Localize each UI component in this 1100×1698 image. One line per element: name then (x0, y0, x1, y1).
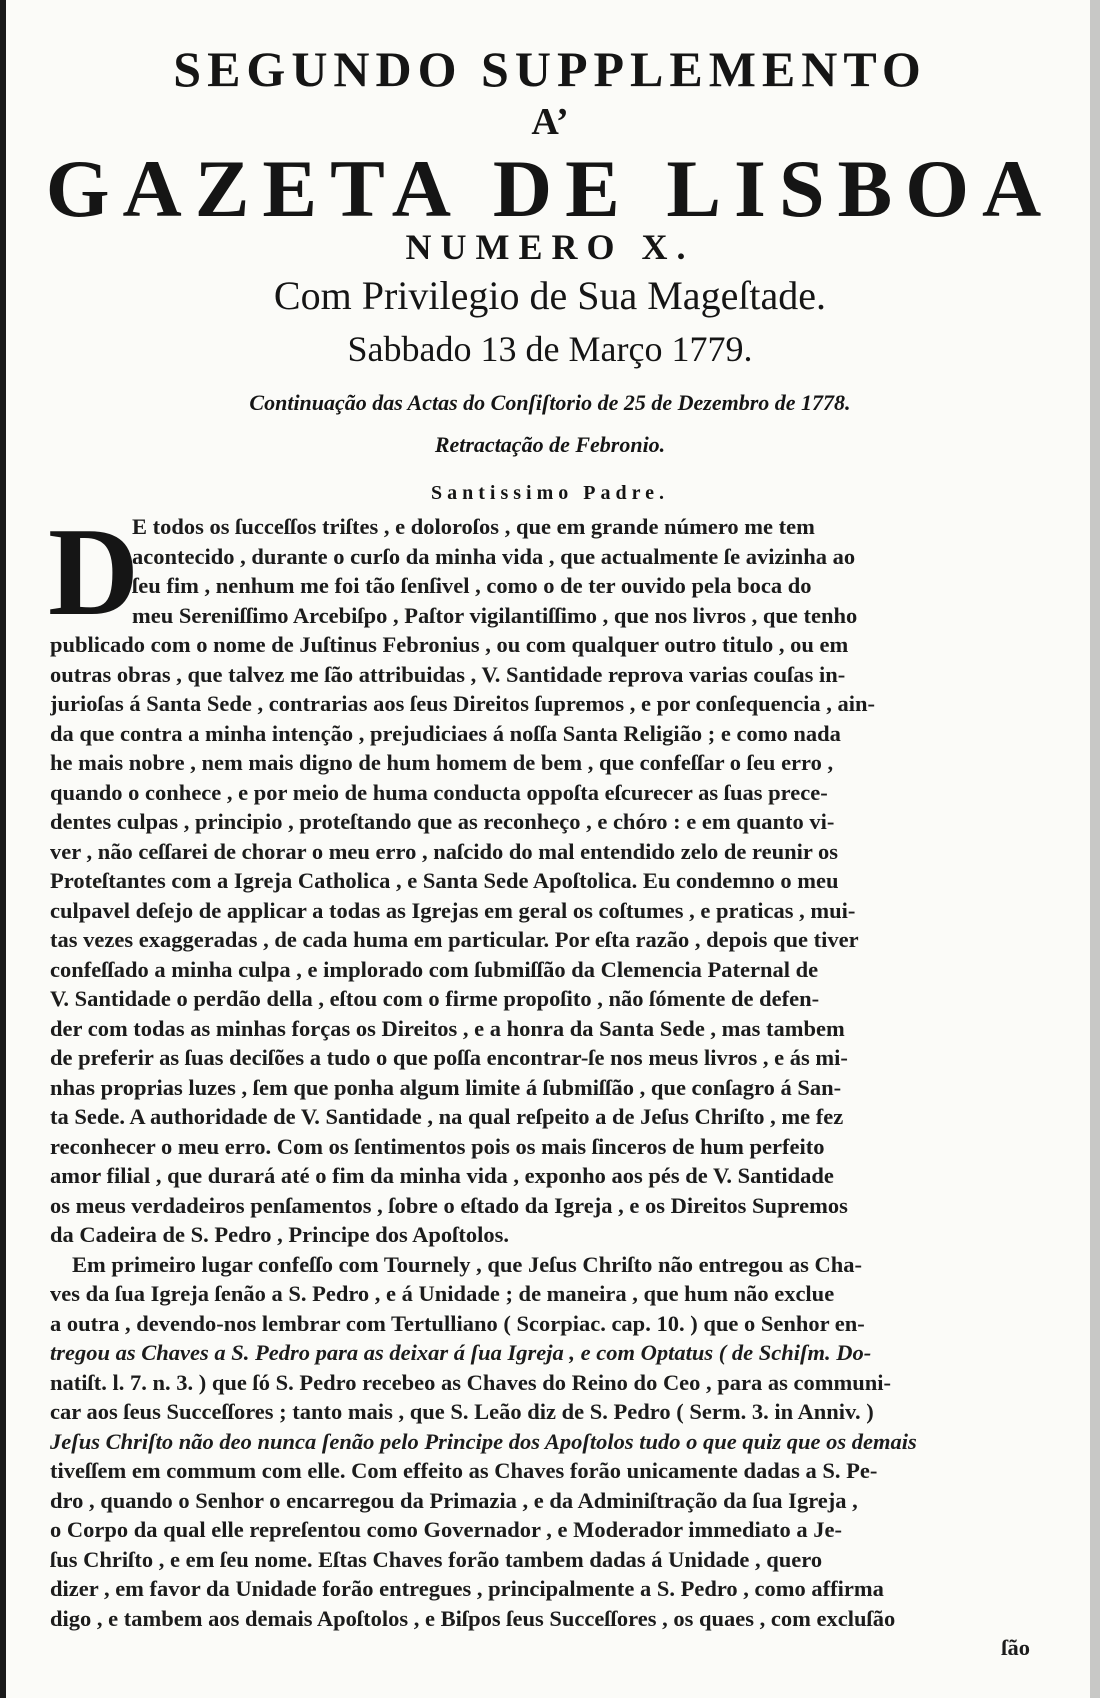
body-line: da que contra a minha intenção , prejudiciaes á noſſa Santa Religião ; e como nada (50, 720, 841, 746)
drop-cap: D (48, 503, 139, 642)
body-line: da Cadeira de S. Pedro , Principe dos Apoſtolos. (50, 1222, 509, 1247)
body-line: quando o conhece , e por meio de huma conducta oppoſta eſcurecer as ſuas prece- (50, 779, 828, 805)
body-line: V. Santidade o perdão della , eſtou com o firme propoſito , não ſómente de defen- (50, 986, 820, 1011)
body-line: dizer , em favor da Unidade forão entregues , principalmente a S. Pedro , como affirma (50, 1576, 884, 1601)
body-line: ta Sede. A authoridade de V. Santidade , na qual reſpeito a de Jeſus Chriſto , me fez (50, 1104, 844, 1129)
body-line: a outra , devendo-nos lembrar com Tertulliano ( Scorpiac. cap. 10. ) que o Senhor en- (50, 1310, 865, 1336)
article-body (48, 503, 1030, 1663)
body-line: outras obras , que talvez me ſão attribuidas , V. Santidade reprova varias couſas in- (50, 661, 846, 687)
body-line: culpavel deſejo de applicar a todas as Igrejas em geral os coſtumes , e praticas , mui- (50, 897, 856, 923)
issue-date: Sabbado 13 de Março 1779. (347, 329, 753, 369)
body-line: tas vezes exaggeradas , de cada huma em particular. Por eſta razão , depois que tiver (50, 927, 859, 952)
body-line: dentes culpas , principio , proteſtando que as reconheço , e chóro : e em quanto vi- (50, 809, 835, 834)
body-line: reconhecer o meu erro. Com os ſentimentos pois os mais ſinceros de hum perfeito (50, 1133, 825, 1159)
body-line: ver , não ceſſarei de chorar o meu erro , naſcido do mal entendido zelo de reunir os (50, 838, 839, 864)
body-line: amor filial , que durará até o fim da minha vida , exponho aos pés de V. Santidade (50, 1163, 834, 1188)
issue-number: NUMERO X. (405, 227, 695, 267)
masthead-title: GAZETA DE LISBOA (45, 143, 1055, 234)
body-line: tiveſſem em commum com elle. Com effeito as Chaves forão unicamente dadas a S. Pe- (50, 1458, 878, 1483)
body-line: ſus Chriſto , e em ſeu nome. Eſtas Chaves forão tambem dadas á Unidade , quero (50, 1546, 823, 1572)
body-line: publicado com o nome de Juſtinus Febronius , ou com qualquer outro titulo , ou em (50, 632, 849, 657)
body-line: os meus verdadeiros penſamentos , ſobre o eſtado da Igreja , e os Direitos Supremos (50, 1192, 848, 1218)
catchword: ſão (1001, 1635, 1030, 1660)
salutation: Santissimo Padre. (431, 482, 669, 504)
body-line: ſeu fim , nenhum me foi tão ſenſivel , como o de ter ouvido pela boca do (132, 573, 812, 598)
supplement-heading: SEGUNDO SUPPLEMENTO (173, 41, 927, 97)
body-line: de preferir as ſuas deciſões a tudo o que poſſa encontrar-ſe nos meus livros , e ás mi- (50, 1045, 848, 1070)
body-line: tregou as Chaves a S. Pedro para as deixar á ſua Igreja , e com Optatus ( de Schiſm. Do- (50, 1340, 872, 1365)
body-line: nhas proprias luzes , ſem que ponha algum limite á ſubmiſſão , que conſagro á San- (50, 1074, 842, 1100)
body-line: he mais nobre , nem mais digno de hum homem de bem , que confeſſar o ſeu erro , (50, 750, 834, 775)
body-line: ves da ſua Igreja ſenão a S. Pedro , e á Unidade ; de maneira , que hum não exclue (50, 1281, 835, 1306)
body-line: jurioſas á Santa Sede , contrarias aos ſeus Direitos ſupremos , e por conſequencia , ain- (50, 691, 876, 716)
body-line: meu Sereniſſimo Arcebiſpo , Paſtor vigilantiſſimo , que nos livros , que tenho (132, 602, 858, 628)
body-line: confeſſado a minha culpa , e implorado com ſubmiſſão da Clemencia Paternal de (50, 956, 819, 982)
body-line: natiſt. l. 7. n. 3. ) que ſó S. Pedro recebeo as Chaves do Reino do Ceo , para as communi- (50, 1369, 892, 1395)
body-line: dro , quando o Senhor o encarregou da Primazia , e da Adminiſtração da ſua Igreja , (50, 1487, 858, 1513)
body-line: Proteſtantes com a Igreja Catholica , e Santa Sede Apoſtolica. Eu condemno o meu (50, 868, 839, 893)
body-line: digo , e tambem aos demais Apoſtolos , e Biſpos ſeus Succeſſores , os quaes , com excluſão (50, 1605, 896, 1631)
body-line: acontecido , durante o curſo da minha vida , que actualmente ſe avizinha ao (132, 543, 856, 569)
body-line: o Corpo da qual elle repreſentou como Governador , e Moderador immediato a Je- (50, 1517, 842, 1542)
supplement-preposition: A’ (531, 101, 569, 143)
section-heading: Retractação de Febronio. (434, 432, 666, 457)
body-line: car aos ſeus Succeſſores ; tanto mais , que S. Leão diz de S. Pedro ( Serm. 3. in Anniv. ) (50, 1399, 874, 1424)
body-line: Jeſus Chriſto não deo nunca ſenão pelo Principe dos Apoſtolos tudo o que quiz que os demais (50, 1428, 917, 1454)
continuation-heading: Continuação das Actas do Conſiſtorio de 25 de Dezembro de 1778. (249, 390, 851, 415)
body-line: E todos os ſucceſſos triſtes , e doloroſos , que em grande número me tem (132, 514, 815, 539)
body-line: Em primeiro lugar confeſſo com Tournely , que Jeſus Chriſto não entregou as Cha- (72, 1251, 863, 1277)
body-line: der com todas as minhas forças os Direitos , e a honra da Santa Sede , mas tambem (50, 1015, 845, 1041)
privilege-line: Com Privilegio de Sua Mageſtade. (273, 273, 827, 318)
